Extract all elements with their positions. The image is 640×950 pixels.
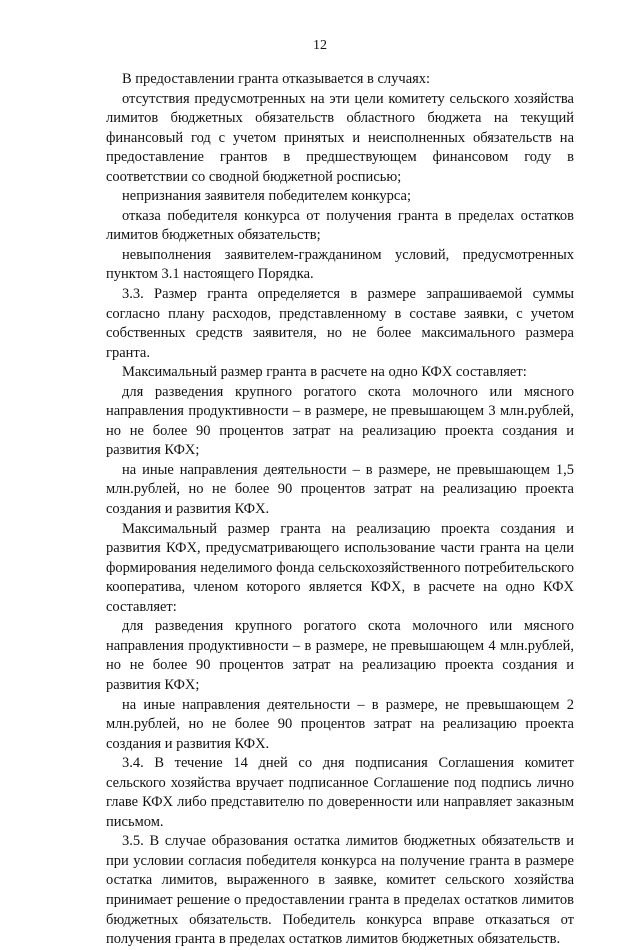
paragraph-refusal-no-limits: отсутствия предусмотренных на эти цели комитету сельского хозяйства лимитов бюджетных обязательств областного бюджета на текущий финансовый год с учетом принятых и неисполненных обязательств на предоставление грантов в предшествующем финансовом году в соответствии со сводной бюджетной росписью; [106,90,574,185]
paragraph-3-3-grant-size: 3.3. Размер гранта определяется в размере запрашиваемой суммы согласно плану расходов, представленному в составе заявки, с учетом собственных средств заявителя, но не более максимального размера гранта. [106,286,574,361]
document-body [106,70,574,950]
page-number: 12 [313,38,327,53]
paragraph-max-grant-intro: Максимальный размер гранта в расчете на одно КФХ составляет: [122,364,527,381]
paragraph-refusal-winner-declines: отказа победителя конкурса от получения гранта в пределах остатков лимитов бюджетных обязательств; [106,207,574,244]
paragraph-max-grant-cooperative-other: на иные направления деятельности – в размере, не превышающем 2 млн.рублей, но не более 90 процентов затрат на реализацию проекта создания и развития КФХ. [106,696,574,752]
paragraph-refusal-intro: В предоставлении гранта отказывается в случаях: [122,71,431,87]
paragraph-max-grant-other: на иные направления деятельности – в размере, не превышающем 1,5 млн.рублей, но не более 90 процентов затрат на реализацию проекта создания и развития КФХ. [106,461,574,518]
paragraph-3-4-agreement-delivery: 3.4. В течение 14 дней со дня подписания Соглашения комитет сельского хозяйства вручает подписанное Соглашение под подпись лично главе КФХ либо представителю по доверенности или направляет заказным письмом. [106,755,574,830]
paragraph-max-grant-cattle: для разведения крупного рогатого скота молочного или мясного направления продуктивности – в размере, не превышающем 3 млн.рублей, но не более 90 процентов затрат на реализацию проекта создания и развития КФХ; [106,383,574,459]
paragraph-max-grant-cooperative-intro: Максимальный размер гранта на реализацию проекта создания и развития КФХ, предусматривающего использование части гранта на цели формирования неделимого фонда сельскохозяйственного потребительского кооператива, членом которого является КФХ, в расчете на одно КФХ составляет: [106,520,574,615]
paragraph-3-5-remaining-limits: 3.5. В случае образования остатка лимитов бюджетных обязательств и при условии согласия победителя конкурса на получение гранта в размере остатка лимитов, выраженного в заявке, комитет сельского хозяйства принимает решение о предоставлении гранта в пределах остатков лимитов бюджетных обязательств. Победитель конкурса вправе отказаться от получения гранта в пределах остатков лимитов бюджетных обязательств. [106,833,574,948]
paragraph-max-grant-cooperative-cattle: для разведения крупного рогатого скота молочного или мясного направления продуктивности – в размере, не превышающем 4 млн.рублей, но не более 90 процентов затрат на реализацию проекта создания и развития КФХ; [106,618,574,693]
paragraph-refusal-conditions-unmet: невыполнения заявителем-гражданином условий, предусмотренных пунктом 3.1 настоящего Порядка. [106,246,574,283]
paragraph-refusal-not-winner: непризнания заявителя победителем конкурса; [122,188,412,205]
